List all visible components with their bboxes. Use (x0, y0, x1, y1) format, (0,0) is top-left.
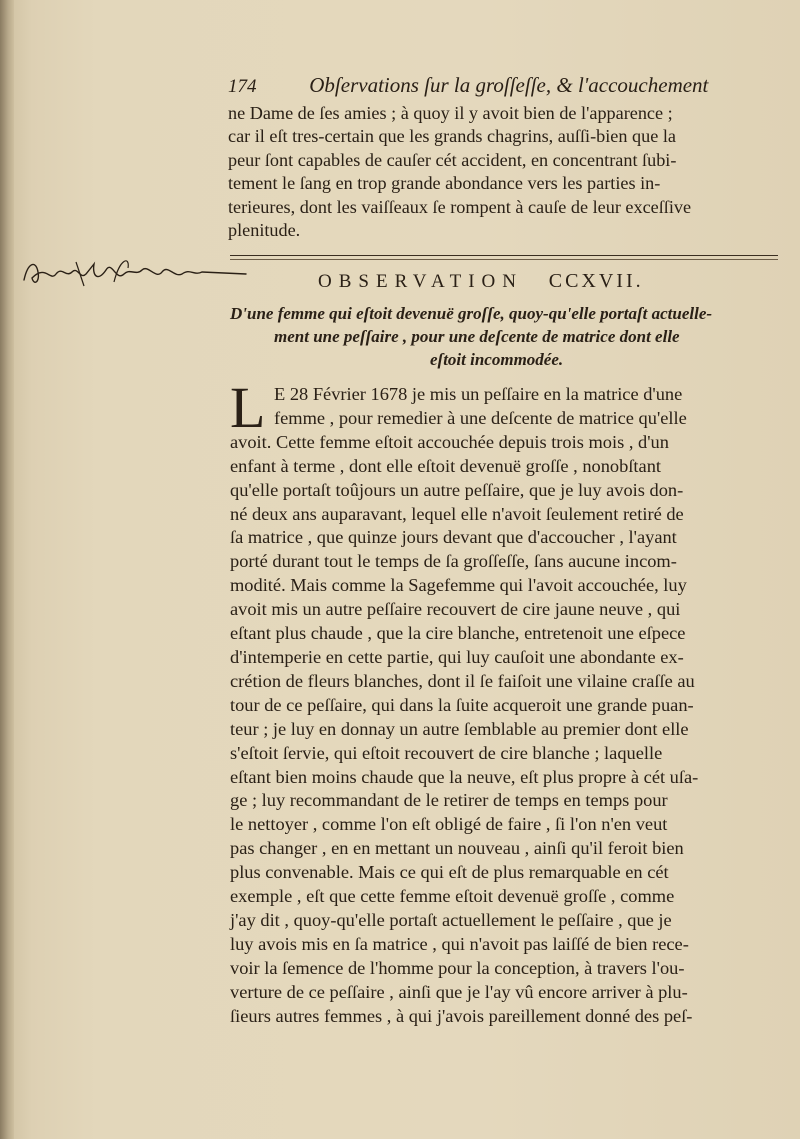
page-number: 174 (228, 76, 257, 97)
text-line: d'intemperie en cette partie, qui luy cauſoit une abondante ex- (230, 646, 684, 667)
text-line: ſieurs autres femmes , à qui j'avois pareillement donné des peſ- (230, 1005, 693, 1026)
observation-label: OBSERVATION (318, 271, 523, 292)
continuation-text (228, 102, 768, 242)
text-line: ſa matrice , que quinze jours devant que d'accoucher , l'ayant (230, 527, 677, 548)
text-line: pas changer , en en mettant un nouveau , ainſi qu'il feroit bien (230, 838, 684, 859)
text-line: exemple , eſt que cette femme eſtoit devenuë groſſe , comme (230, 886, 675, 907)
subtitle-line: ment une peſſaire , pour une deſcente de matrice dont elle (274, 327, 680, 346)
text-line: avoit. Cette femme eſtoit accouchée depuis trois mois , d'un (230, 431, 669, 452)
text-line: enfant à terme , dont elle eſtoit devenuë groſſe , nonobſtant (230, 455, 662, 476)
text-line: s'eſtoit ſervie, qui eſtoit recouvert de cire blanche ; laquelle (230, 742, 663, 763)
text-line: plenitude. (228, 220, 301, 241)
text-line: voir la ſemence de l'homme pour la conception, à travers l'ou- (230, 957, 685, 978)
text-line: teur ; je luy en donnay un autre ſemblable au premier dont elle (230, 718, 689, 739)
text-line: crétion de fleurs blanches, dont il ſe faiſoit une vilaine craſſe au (230, 670, 695, 691)
running-head (228, 72, 768, 100)
text-line: avoit mis un autre peſſaire recouvert de cire jaune neuve , qui (230, 599, 681, 620)
text-line: modité. Mais comme la Sagefemme qui l'avoit accouchée, luy (230, 575, 687, 596)
text-line: qu'elle portaſt toûjours un autre peſſaire, que je luy avois don- (230, 479, 684, 500)
subtitle-line: D'une femme qui eſtoit devenuë groſſe, quoy-qu'elle portaſt actuelle- (230, 304, 713, 323)
text-line: terieures, dont les vaiſſeaux ſe rompent à cauſe de leur exceſſive (228, 196, 692, 217)
observation-number: CCXVII. (548, 270, 644, 292)
text-line: porté durant tout le temps de ſa groſſeſſe, ſans aucune incom- (230, 551, 677, 572)
text-line: luy avois mis en ſa matrice , qui n'avoit pas laiſſé de bien rece- (230, 933, 689, 954)
top-section (228, 72, 768, 242)
text-line: E 28 Février 1678 je mis un peſſaire en la matrice d'une (274, 384, 683, 404)
text-line: ne Dame de ſes amies ; à quoy il y avoit bien de l'apparence ; (228, 103, 673, 123)
text-line: peur ſont capables de cauſer cét accident, en concentrant ſubi- (228, 149, 677, 170)
text-line: tour de ce peſſaire, qui dans la ſuite acqueroit une grande puan- (230, 694, 694, 715)
text-line: eſtant bien moins chaude que la neuve, eſt plus propre à cét uſa- (230, 766, 699, 787)
text-line: j'ay dit , quoy-qu'elle portaſt actuellement le peſſaire , que je (230, 909, 672, 930)
text-line: le nettoyer , comme l'on eſt obligé de faire , ſi l'on n'en veut (230, 814, 668, 835)
text-line: ge ; luy recommandant de le retirer de temps en temps pour (230, 790, 668, 811)
section-rule (230, 255, 778, 256)
text-line: femme , pour remedier à une deſcente de matrice qu'elle (274, 407, 687, 428)
text-line: car il eſt tres-certain que les grands chagrins, auſſi-bien que la (228, 126, 676, 147)
observation-body (230, 375, 778, 1028)
section-rule-thin (230, 259, 778, 260)
binding-gutter (0, 0, 14, 1139)
text-line: tement le ſang en trop grande abondance vers les parties in- (228, 173, 661, 194)
text-line: plus convenable. Mais ce qui eſt de plus remarquable en cét (230, 862, 669, 883)
drop-cap: L (230, 375, 266, 440)
subtitle-line: eſtoit incommodée. (430, 350, 564, 369)
running-title: Obſervations ſur la groſſeſſe, & l'accouchement (309, 73, 709, 97)
observation-heading (318, 270, 778, 293)
handwritten-marginal-note (16, 252, 256, 292)
text-line: né deux ans auparavant, lequel elle n'avoit ſeulement retiré de (230, 503, 684, 524)
text-line: eſtant plus chaude , que la cire blanche, entretenoit une eſpece (230, 623, 686, 644)
text-line: verture de ce peſſaire , ainſi que je l'ay vû encore arriver à plu- (230, 981, 688, 1002)
